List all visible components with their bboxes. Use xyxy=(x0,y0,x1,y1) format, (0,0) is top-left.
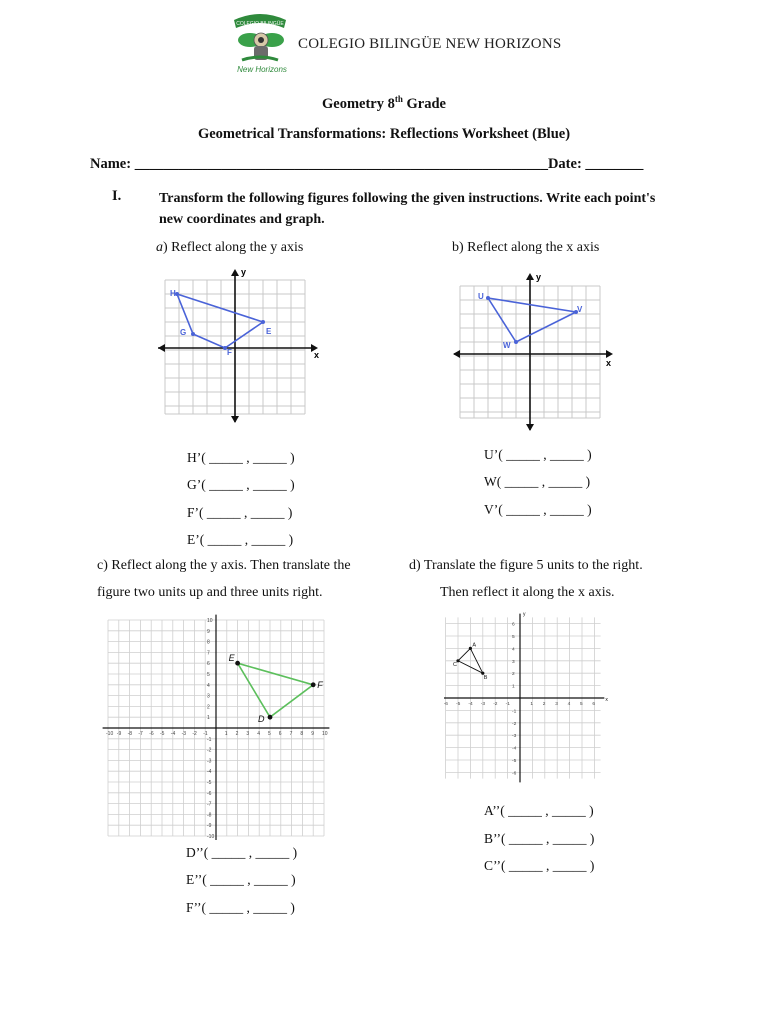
svg-text:COLEGIO BILINGÜE: COLEGIO BILINGÜE xyxy=(236,21,284,27)
answer-d-3: C’’( _____ , _____ ) xyxy=(484,858,595,873)
section-number: I. xyxy=(112,188,122,204)
answer-a-2: G’( _____ , _____ ) xyxy=(187,477,295,492)
svg-text:4: 4 xyxy=(207,682,210,689)
graph-c xyxy=(94,614,340,845)
problem-a-instruction: a) Reflect along the y axis xyxy=(156,240,304,255)
svg-text:2: 2 xyxy=(235,731,239,737)
svg-text:-6: -6 xyxy=(444,702,448,707)
section-instruction: Transform the following figures following the given instructions. Write each point's new coordinates and graph. xyxy=(159,191,656,227)
point-label-B: B xyxy=(483,675,488,682)
problem-d-instruction-line1: d) Translate the figure 5 units to the right. xyxy=(409,558,643,573)
svg-text:-10: -10 xyxy=(106,731,114,737)
svg-text:-2: -2 xyxy=(192,731,197,737)
svg-text:-7: -7 xyxy=(138,731,143,737)
svg-text:6: 6 xyxy=(512,622,515,628)
graph-d xyxy=(444,612,620,789)
svg-text:-2: -2 xyxy=(512,721,517,727)
svg-text:1: 1 xyxy=(512,684,515,690)
svg-text:-4: -4 xyxy=(170,731,176,737)
point-label-G: G xyxy=(180,328,187,337)
svg-text:-4: -4 xyxy=(468,702,473,707)
svg-text:3: 3 xyxy=(207,693,210,700)
svg-text:6: 6 xyxy=(278,731,282,737)
svg-text:5: 5 xyxy=(268,731,271,737)
svg-text:x: x xyxy=(605,697,608,703)
svg-text:-9: -9 xyxy=(207,823,212,830)
svg-text:-3: -3 xyxy=(207,758,212,765)
problem-c-instruction-line1: c) Reflect along the y axis. Then translate the xyxy=(97,558,351,573)
svg-text:-8: -8 xyxy=(207,812,212,819)
svg-text:-9: -9 xyxy=(116,731,122,737)
svg-text:-3: -3 xyxy=(181,731,187,737)
problem-b-instruction: b) Reflect along the x axis xyxy=(452,240,600,255)
svg-text:1: 1 xyxy=(530,702,534,707)
point-label-U: U xyxy=(478,292,484,301)
school-name: COLEGIO BILINGÜE NEW HORIZONS xyxy=(298,36,562,52)
svg-text:2: 2 xyxy=(542,702,546,707)
svg-text:6: 6 xyxy=(592,702,596,707)
answer-a-1: H’( _____ , _____ ) xyxy=(187,450,295,465)
y-axis-label: y xyxy=(536,272,542,282)
problem-d-instruction-line2: Then reflect it along the x axis. xyxy=(440,585,615,600)
point-label-E: E xyxy=(266,327,272,336)
svg-text:1: 1 xyxy=(207,715,210,722)
svg-text:7: 7 xyxy=(289,731,293,737)
x-axis-label: x xyxy=(606,358,612,368)
svg-text:-7: -7 xyxy=(207,801,212,808)
svg-text:4: 4 xyxy=(257,731,260,737)
svg-text:8: 8 xyxy=(300,731,304,737)
answer-c-1: D’’( _____ , _____ ) xyxy=(186,845,298,860)
point-label-D: D xyxy=(258,714,265,725)
answer-c-2: E’’( _____ , _____ ) xyxy=(186,872,296,887)
svg-text:-5: -5 xyxy=(207,780,212,786)
svg-text:9: 9 xyxy=(207,628,210,635)
svg-text:-6: -6 xyxy=(149,731,154,737)
svg-text:-4: -4 xyxy=(512,746,517,752)
svg-text:-2: -2 xyxy=(207,747,212,754)
svg-text:10: 10 xyxy=(207,618,213,624)
svg-text:3: 3 xyxy=(246,731,250,737)
svg-text:-5: -5 xyxy=(456,702,461,707)
svg-text:y: y xyxy=(523,612,526,618)
svg-text:3: 3 xyxy=(512,659,515,665)
svg-text:2: 2 xyxy=(512,672,515,678)
point-label-A: A xyxy=(472,642,477,649)
point-label-W: W xyxy=(503,341,511,350)
svg-text:-5: -5 xyxy=(160,731,165,737)
svg-text:9: 9 xyxy=(311,731,314,737)
answer-b-1: U’( _____ , _____ ) xyxy=(484,447,592,462)
answer-d-1: A’’( _____ , _____ ) xyxy=(484,803,594,818)
answer-d-2: B’’( _____ , _____ ) xyxy=(484,831,595,846)
svg-text:-6: -6 xyxy=(207,790,212,797)
svg-text:10: 10 xyxy=(322,731,328,737)
svg-text:-5: -5 xyxy=(512,759,517,764)
svg-text:1: 1 xyxy=(224,731,228,737)
svg-text:New Horizons: New Horizons xyxy=(237,65,287,74)
y-axis-label: y xyxy=(241,267,247,277)
svg-text:5: 5 xyxy=(580,702,583,707)
svg-text:-1: -1 xyxy=(512,709,517,715)
point-label-E: E xyxy=(228,653,235,664)
svg-text:-1: -1 xyxy=(203,731,208,737)
point-label-C: C xyxy=(453,661,457,668)
svg-text:7: 7 xyxy=(207,650,210,657)
svg-text:-3: -3 xyxy=(480,702,486,707)
svg-text:-10: -10 xyxy=(207,834,215,840)
svg-text:-1: -1 xyxy=(207,736,212,743)
point-label-F: F xyxy=(227,348,232,357)
answer-a-3: F’( _____ , _____ ) xyxy=(187,505,293,520)
svg-text:-8: -8 xyxy=(127,731,133,737)
answer-a-4: E’( _____ , _____ ) xyxy=(187,532,294,547)
name-date-line: Name: _________________________________________________________Date: ________ xyxy=(90,156,644,172)
school-logo xyxy=(228,10,292,80)
svg-text:-1: -1 xyxy=(505,702,510,707)
graph-a xyxy=(155,266,325,431)
svg-text:6: 6 xyxy=(207,661,210,668)
answer-b-2: W( _____ , _____ ) xyxy=(484,474,591,489)
svg-text:-2: -2 xyxy=(493,702,498,707)
svg-text:-4: -4 xyxy=(207,769,212,776)
point-label-V: V xyxy=(577,305,583,314)
svg-text:4: 4 xyxy=(512,647,515,653)
svg-text:3: 3 xyxy=(555,702,558,707)
point-label-F: F xyxy=(317,679,323,690)
x-axis-label: x xyxy=(314,350,320,360)
point-label-H: H xyxy=(170,289,176,298)
svg-text:2: 2 xyxy=(207,704,210,711)
problem-c-instruction-line2: figure two units up and three units right. xyxy=(97,585,323,600)
graph-b xyxy=(450,266,620,437)
svg-text:5: 5 xyxy=(207,672,210,678)
svg-text:-6: -6 xyxy=(512,771,517,777)
svg-text:-3: -3 xyxy=(512,734,517,740)
answer-b-3: V’( _____ , _____ ) xyxy=(484,502,592,517)
svg-text:4: 4 xyxy=(567,702,571,707)
page-title: Geometry 8th Grade xyxy=(322,94,446,112)
worksheet-subtitle: Geometrical Transformations: Reflections Worksheet (Blue) xyxy=(197,126,571,142)
svg-text:5: 5 xyxy=(512,635,515,640)
svg-text:8: 8 xyxy=(207,639,210,646)
answer-c-3: F’’( _____ , _____ ) xyxy=(186,900,295,915)
